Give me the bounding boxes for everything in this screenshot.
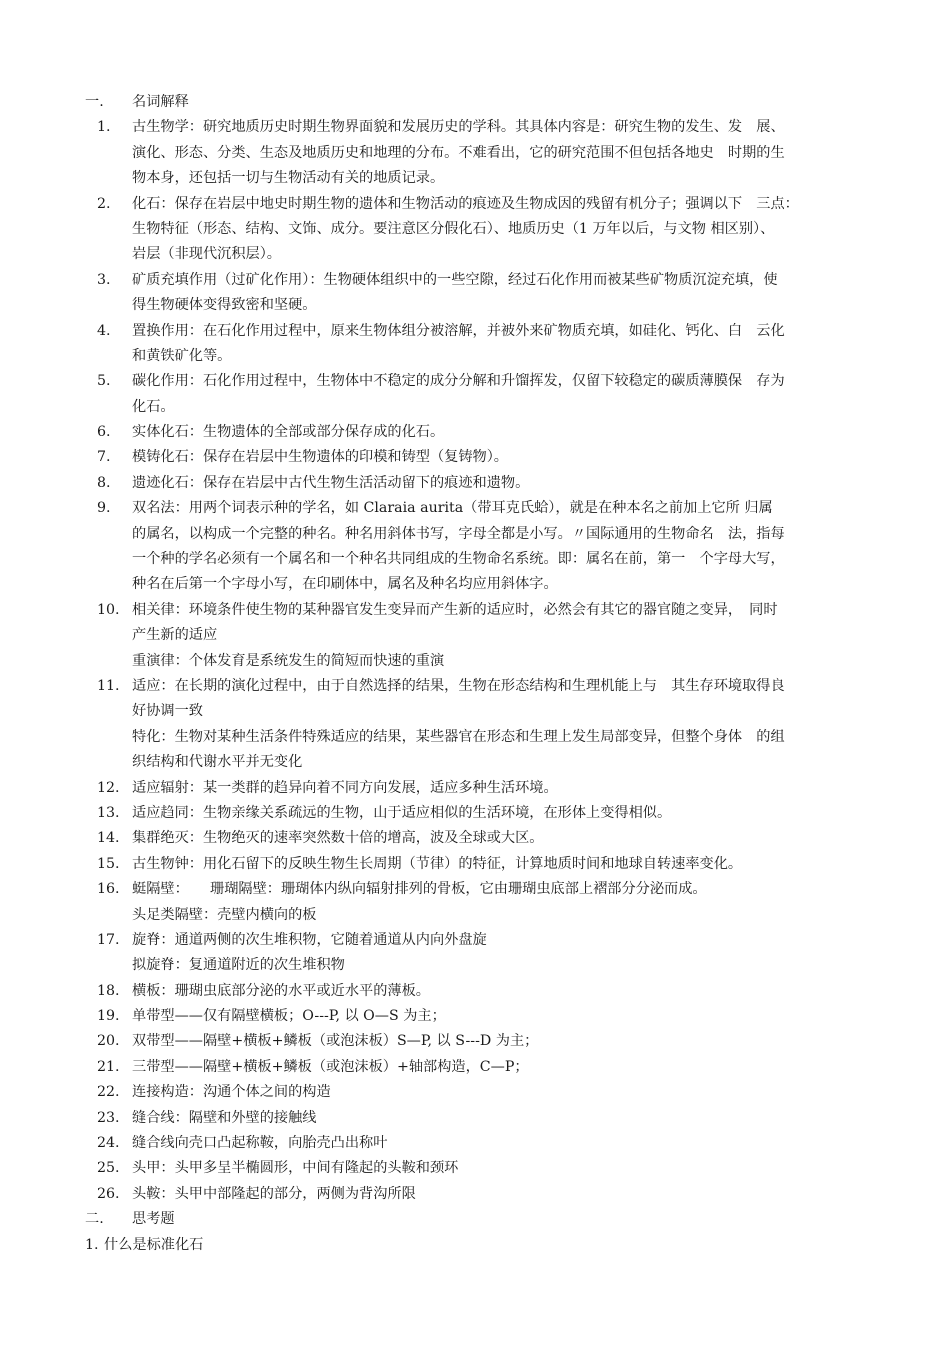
list-item-number: 4. (97, 322, 111, 339)
list-item-number: 15. (97, 855, 120, 872)
list-item-number: 9. (97, 500, 111, 517)
list-item-text: 头鞍：头甲中部隆起的部分，两侧为背沟所限 (132, 1185, 416, 1202)
list-item-line (0, 1029, 950, 1054)
list-item-text: 一个种的学名必须有一个属名和一个种名共同组成的生物命名系统。即：属名在前，第一 个字母大写， (132, 551, 785, 568)
list-item-text: 种名在后第一个字母小写，在印刷体中，属名及种名均应用斜体字。 (132, 576, 558, 593)
list-item-number: 20. (97, 1033, 120, 1050)
list-item-line (0, 1004, 950, 1029)
list-item-text: 化石。 (132, 398, 175, 415)
list-item-text: 头足类隔壁：壳壁内横向的板 (132, 906, 317, 923)
list-item-number: 1. (97, 119, 111, 136)
list-item-text: 古生物钟：用化石留下的反映生物生长周期（节律）的特征，计算地质时间和地球自转速率变化。 (132, 855, 743, 872)
list-item-text: 置换作用：在石化作用过程中，原来生物体组分被溶解，并被外来矿物质充填，如硅化、钙化、白 云化 (132, 322, 785, 339)
question-item (0, 1233, 950, 1258)
list-item-line (0, 776, 950, 801)
list-item-number: 24. (97, 1135, 120, 1152)
section-title: 名词解释 (132, 94, 189, 110)
list-item-number: 3. (97, 271, 111, 288)
list-item-number: 13. (97, 804, 120, 821)
list-item-line (0, 572, 950, 597)
list-item-line (0, 445, 950, 470)
list-item-text: 相关律：环境条件使生物的某种器官发生变异而产生新的适应时，必然会有其它的器官随之变异， 同时 (132, 601, 778, 618)
list-item-text: 双带型——隔壁+横板+鳞板（或泡沫板）S—P, 以 S---D 为主； (132, 1033, 539, 1050)
list-item-text: 织结构和代谢水平并无变化 (132, 754, 303, 771)
list-item-line (0, 953, 950, 978)
list-item-text: 碳化作用：石化作用过程中，生物体中不稳定的成分分解和升馏挥发，仅留下较稳定的碳质薄膜保 存为 (132, 373, 785, 390)
list-item-line (0, 268, 950, 293)
list-item-text: 特化：生物对某种生活条件特殊适应的结果，某些器官在形态和生理上发生局部变异，但整个身体 的组 (132, 728, 785, 745)
list-item-number: 11. (97, 677, 120, 694)
section-heading (0, 90, 950, 115)
list-item-line (0, 649, 950, 674)
list-item-line (0, 115, 950, 140)
list-item-number: 22. (97, 1084, 120, 1101)
list-item-number: 25. (97, 1160, 120, 1177)
list-item-line (0, 1055, 950, 1080)
list-item-line (0, 674, 950, 699)
list-item-line (0, 877, 950, 902)
list-item-text: 矿质充填作用（过矿化作用）：生物硬体组织中的一些空隙，经过石化作用而被某些矿物质沉淀充填，使 (132, 271, 778, 288)
list-item-text: 物本身，还包括一切与生物活动有关的地质记录。 (132, 170, 445, 187)
list-item-line (0, 928, 950, 953)
list-item-text: 单带型——仅有隔壁横板；O---P, 以 O—S 为主； (132, 1008, 446, 1025)
list-item-line (0, 547, 950, 572)
list-item-text: 缝合线向壳口凸起称鞍，向胎壳凸出称叶 (132, 1135, 388, 1152)
list-item-text: 连接构造：沟通个体之间的构造 (132, 1084, 331, 1101)
list-item-number: 6. (97, 424, 111, 441)
list-item-text: 实体化石：生物遗体的全部或部分保存成的化石。 (132, 424, 445, 441)
list-item-text: 旋脊：通道两侧的次生堆积物，它随着通道从内向外盘旋 (132, 931, 487, 948)
list-item-line (0, 471, 950, 496)
list-item-line (0, 1182, 950, 1207)
list-item-text: 岩层（非现代沉积层）。 (132, 246, 281, 263)
list-item-line (0, 395, 950, 420)
list-item-text: 适应趋同：生物亲缘关系疏远的生物，山于适应相似的生活环境，在形体上变得相似。 (132, 804, 672, 821)
list-item-text: 模铸化石：保存在岩层中生物遗体的印模和铸型（复铸物）。 (132, 449, 508, 466)
list-item-text: 的属名，以构成一个完整的种名。种名用斜体书写，字母全都是小写。〃国际通用的生物命名 法，指每 (132, 525, 785, 542)
list-item-line (0, 598, 950, 623)
list-item-text: 生物特征（形态、结构、文饰、成分。要注意区分假化石）、地质历史（1 万年以后，与文物 相区别）、 (132, 220, 775, 237)
list-item-line (0, 293, 950, 318)
document-page (0, 90, 950, 1258)
section-number: 一. (85, 94, 104, 110)
list-item-line (0, 242, 950, 267)
list-item-line (0, 852, 950, 877)
list-item-line (0, 344, 950, 369)
list-item-text: 适应：在长期的演化过程中，由于自然选择的结果，生物在形态结构和生理机能上与 其生存环境取得良 (132, 677, 785, 694)
list-item-line (0, 192, 950, 217)
list-item-text: 三带型——隔壁+横板+鳞板（或泡沫板）+轴部构造，C—P； (132, 1058, 529, 1075)
list-item-line (0, 801, 950, 826)
list-item-text: 化石：保存在岩层中地史时期生物的遗体和生物活动的痕迹及生物成因的残留有机分子；强调以下 三点： (132, 195, 799, 212)
list-item-line (0, 522, 950, 547)
list-item-number: 21. (97, 1058, 120, 1075)
list-item-text: 双名法：用两个词表示种的学名，如 Claraia aurita（带耳克氏蛤），就是在种本名之前加上它所 归属 (132, 500, 773, 517)
list-item-text: 和黄铁矿化等。 (132, 347, 232, 364)
list-item-number: 12. (97, 779, 120, 796)
list-item-number: 17. (97, 931, 120, 948)
list-item-number: 14. (97, 830, 120, 847)
list-item-line (0, 623, 950, 648)
list-item-text: 蜓隔壁： 珊瑚隔壁：珊瑚体内纵向辐射排列的骨板，它由珊瑚虫底部上褶部分分泌而成。 (132, 881, 707, 898)
list-item-text: 拟旋脊：复通道附近的次生堆积物 (132, 957, 345, 974)
list-item-line (0, 1131, 950, 1156)
list-item-text: 横板：珊瑚虫底部分泌的水平或近水平的薄板。 (132, 982, 430, 999)
list-item-number: 26. (97, 1185, 120, 1202)
list-item-line (0, 217, 950, 242)
list-item-number: 23. (97, 1109, 120, 1126)
list-item-line (0, 319, 950, 344)
list-item-line (0, 699, 950, 724)
question-text: 什么是标准化石 (104, 1236, 204, 1253)
list-item-line (0, 166, 950, 191)
list-item-number: 8. (97, 474, 111, 491)
list-item-line (0, 903, 950, 928)
list-item-text: 重演律：个体发育是系统发生的简短而快速的重演 (132, 652, 445, 669)
list-item-text: 产生新的适应 (132, 627, 218, 644)
list-item-line (0, 1106, 950, 1131)
list-item-line (0, 496, 950, 521)
list-item-line (0, 979, 950, 1004)
list-item-text: 缝合线：隔壁和外壁的接触线 (132, 1109, 317, 1126)
list-item-number: 18. (97, 982, 120, 999)
list-item-text: 遗迹化石：保存在岩层中古代生物生活活动留下的痕迹和遗物。 (132, 474, 530, 491)
list-item-number: 5. (97, 373, 111, 390)
question-number: 1. (85, 1236, 99, 1253)
list-item-line (0, 1156, 950, 1181)
term-list (0, 115, 950, 1207)
list-item-text: 得生物硬体变得致密和坚硬。 (132, 297, 317, 314)
list-item-line (0, 826, 950, 851)
list-item-text: 集群绝灭：生物绝灭的速率突然数十倍的增高，波及全球或大区。 (132, 830, 544, 847)
list-item-number: 10. (97, 601, 120, 618)
list-item-text: 好协调一致 (132, 703, 203, 720)
list-item-line (0, 750, 950, 775)
section-number: 二. (85, 1211, 104, 1228)
list-item-line (0, 369, 950, 394)
list-item-text: 适应辐射：某一类群的趋异向着不同方向发展，适应多种生活环境。 (132, 779, 558, 796)
list-item-line (0, 420, 950, 445)
list-item-text: 古生物学：研究地质历史时期生物界面貌和发展历史的学科。其具体内容是：研究生物的发生、发 展、 (132, 119, 785, 136)
list-item-line (0, 725, 950, 750)
section-title: 思考题 (132, 1211, 175, 1228)
list-item-number: 16. (97, 881, 120, 898)
list-item-number: 19. (97, 1008, 120, 1025)
list-item-line (0, 1080, 950, 1105)
section-heading (0, 1207, 950, 1232)
list-item-text: 演化、形态、分类、生态及地质历史和地理的分布。不难看出，它的研究范围不但包括各地史 时期的生 (132, 144, 785, 161)
list-item-line (0, 141, 950, 166)
list-item-text: 头甲：头甲多呈半椭圆形，中间有隆起的头鞍和颈环 (132, 1160, 459, 1177)
list-item-number: 2. (97, 195, 111, 212)
list-item-number: 7. (97, 449, 111, 466)
